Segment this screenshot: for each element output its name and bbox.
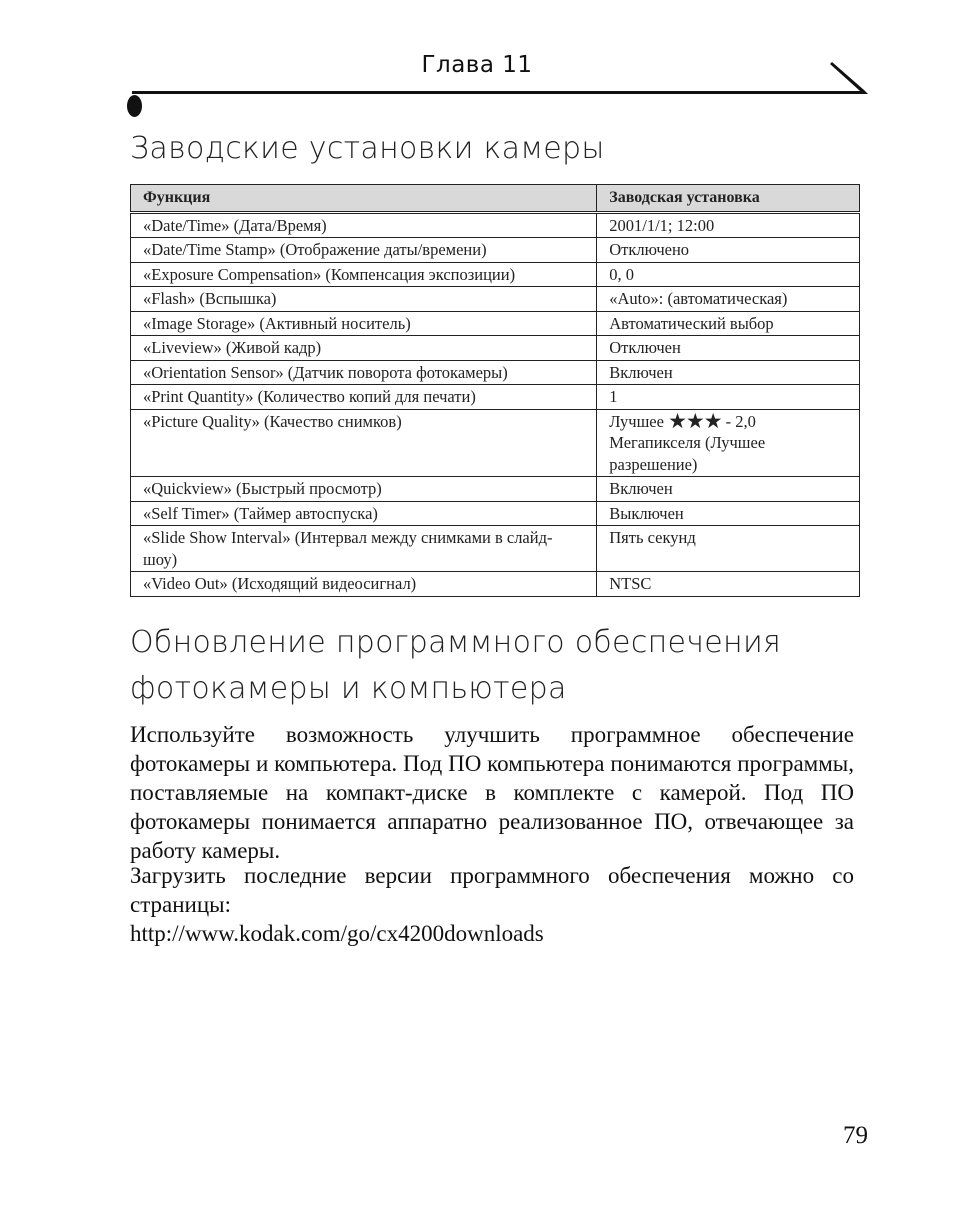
header-rule: [132, 91, 856, 94]
table-row: [131, 311, 860, 336]
column-header-default: Заводская установка: [597, 185, 860, 213]
table-row: [131, 360, 860, 385]
table-row: [131, 336, 860, 361]
cell-function: «Self Timer» (Таймер автоспуска): [131, 501, 597, 526]
table-row: [131, 287, 860, 312]
table-row: [131, 212, 860, 238]
paragraph-download-info: Загрузить последние версии программного обеспечения можно со страницы:: [130, 863, 854, 917]
cell-default: Выключен: [597, 501, 860, 526]
cell-default: Отключен: [597, 336, 860, 361]
cell-default-suffix: - 2,0 Мегапикселя (Лучшее разрешение): [609, 411, 766, 474]
cell-default: 0, 0: [597, 262, 860, 287]
cell-function: «Exposure Compensation» (Компенсация экспозиции): [131, 262, 597, 287]
column-header-function: Функция: [131, 185, 597, 213]
chevron-arrow-icon: [828, 56, 872, 100]
table-header-row: [131, 185, 860, 213]
factory-defaults-table: [130, 184, 860, 597]
cell-default: Пять секунд: [597, 526, 860, 572]
cell-default: Включен: [597, 477, 860, 502]
cell-function: «Date/Time Stamp» (Отображение даты/времени): [131, 238, 597, 263]
cell-default: Включен: [597, 360, 860, 385]
star-rating-icon: ★★★: [668, 408, 722, 433]
cell-default: «Auto»: (автоматическая): [597, 287, 860, 312]
table-row: [131, 572, 860, 597]
cell-default: [597, 409, 860, 477]
section-title-factory-defaults: Заводские установки камеры: [130, 131, 605, 166]
page-number: 79: [843, 1122, 868, 1149]
cell-default: Автоматический выбор: [597, 311, 860, 336]
cell-function: «Date/Time» (Дата/Время): [131, 212, 597, 238]
table-row: [131, 409, 860, 477]
cell-default: 1: [597, 385, 860, 410]
download-url-link[interactable]: http://www.kodak.com/go/cx4200downloads: [130, 921, 544, 946]
paragraph-update-intro: Используйте возможность улучшить программное обеспечение фотокамеры и компьютера. Под ПО компьютера понимаются программы, поставляемые на компакт-диске в комплекте с камерой. Под ПО фотокамеры понимается аппаратно реализованное ПО, отвечающее за работу камеры.: [130, 722, 854, 863]
table-row: [131, 385, 860, 410]
table-row: [131, 262, 860, 287]
chapter-header: Глава 11: [421, 52, 533, 78]
cell-function: «Flash» (Вспышка): [131, 287, 597, 312]
cell-function: «Image Storage» (Активный носитель): [131, 311, 597, 336]
cell-default: Отключено: [597, 238, 860, 263]
cell-function: «Picture Quality» (Качество снимков): [131, 409, 597, 477]
cell-function: «Video Out» (Исходящий видеосигнал): [131, 572, 597, 597]
cell-default-prefix: Лучшее: [609, 411, 664, 431]
table-row: [131, 477, 860, 502]
cell-function: «Orientation Sensor» (Датчик поворота фотокамеры): [131, 360, 597, 385]
cell-function: «Quickview» (Быстрый просмотр): [131, 477, 597, 502]
cell-function: «Print Quantity» (Количество копий для печати): [131, 385, 597, 410]
table-row: [131, 238, 860, 263]
cell-function: «Slide Show Interval» (Интервал между снимками в слайд-шоу): [131, 526, 597, 572]
bullet-dot-icon: [127, 95, 142, 117]
table-row: [131, 526, 860, 572]
cell-default: 2001/1/1; 12:00: [597, 212, 860, 238]
table-row: [131, 501, 860, 526]
cell-default: NTSC: [597, 572, 860, 597]
section-title-software-update: Обновление программного обеспечения фотокамеры и компьютера: [130, 625, 782, 706]
cell-function: «Liveview» (Живой кадр): [131, 336, 597, 361]
